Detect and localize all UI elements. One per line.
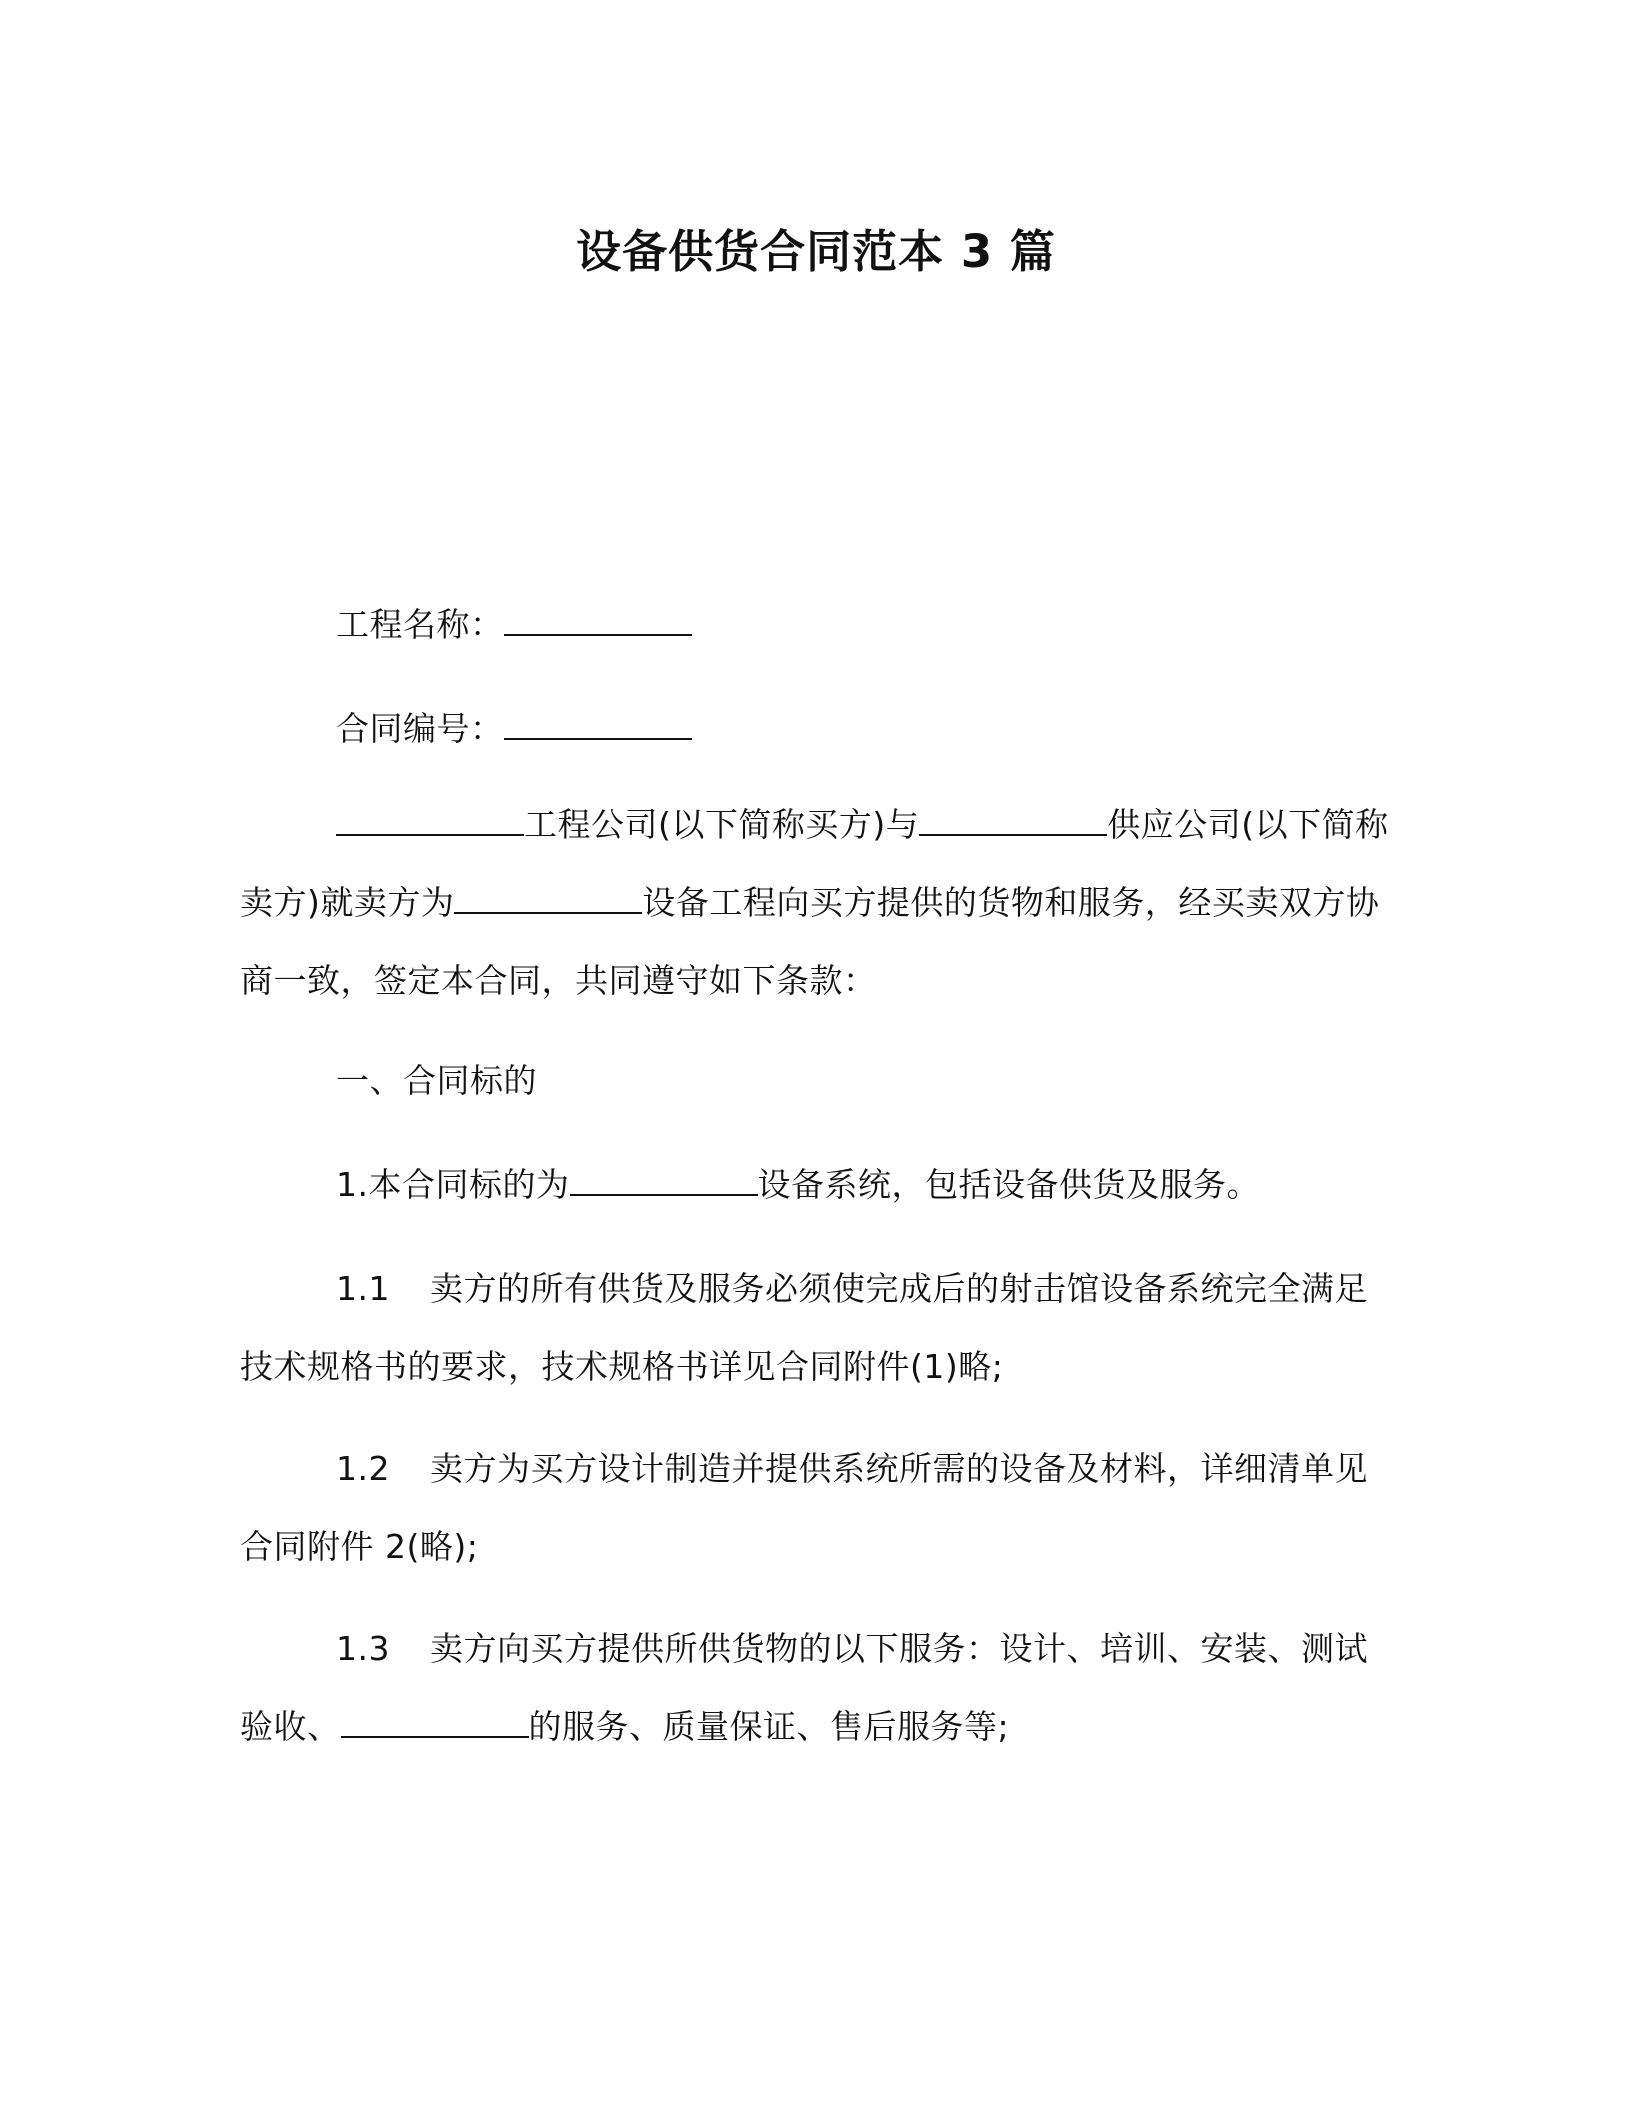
item-1-2 [240,1430,1400,1586]
item-1-text-2: 设备系统，包括设备供货及服务。 [757,1165,1260,1204]
section-1-heading: 一、合同标的 [336,1061,537,1100]
seller-company-blank [919,804,1107,836]
service-blank [341,1706,529,1738]
intro-text-3: 设备工程向买方提供的货物和服务，经买卖双方协商一致，签定本合同，共同遵守如下条款： [240,883,1380,1000]
item-1-3-number: 1.3 [336,1629,390,1668]
intro-text-2: 供应公司(以下简称卖方)就卖方为 [240,805,1389,922]
equipment-system-blank [570,1164,758,1196]
item-1-3 [240,1610,1400,1766]
item-1-text-1: 1.本合同标的为 [336,1165,570,1204]
item-1-3-text-2: 的服务、质量保证、售后服务等; [528,1707,1010,1746]
intro-paragraph [240,786,1400,1020]
document-title: 设备供货合同范本 3 篇 [576,225,1056,278]
item-1 [240,1146,1400,1224]
contract-number-label: 合同编号： [336,709,504,748]
buyer-company-blank [336,804,524,836]
intro-text-1: 工程公司(以下简称买方)与 [524,805,920,844]
project-name-blank [504,604,692,636]
item-1-3-text-1: 卖方向买方提供所供货物的以下服务：设计、培训、安装、测试验收、 [240,1629,1368,1746]
project-name-line [240,586,1400,664]
contract-number-blank [504,708,692,740]
item-1-1-number: 1.1 [336,1269,390,1308]
item-1-2-number: 1.2 [336,1449,390,1488]
equipment-project-blank [454,882,642,914]
contract-number-line [240,690,1400,768]
item-1-1-text: 卖方的所有供货及服务必须使完成后的射击馆设备系统完全满足技术规格书的要求，技术规格书详见合同附件(1)略; [240,1269,1368,1386]
item-1-2-text: 卖方为买方设计制造并提供系统所需的设备及材料，详细清单见合同附件 2(略); [240,1449,1368,1566]
project-name-label: 工程名称： [336,605,504,644]
item-1-1 [240,1250,1400,1406]
